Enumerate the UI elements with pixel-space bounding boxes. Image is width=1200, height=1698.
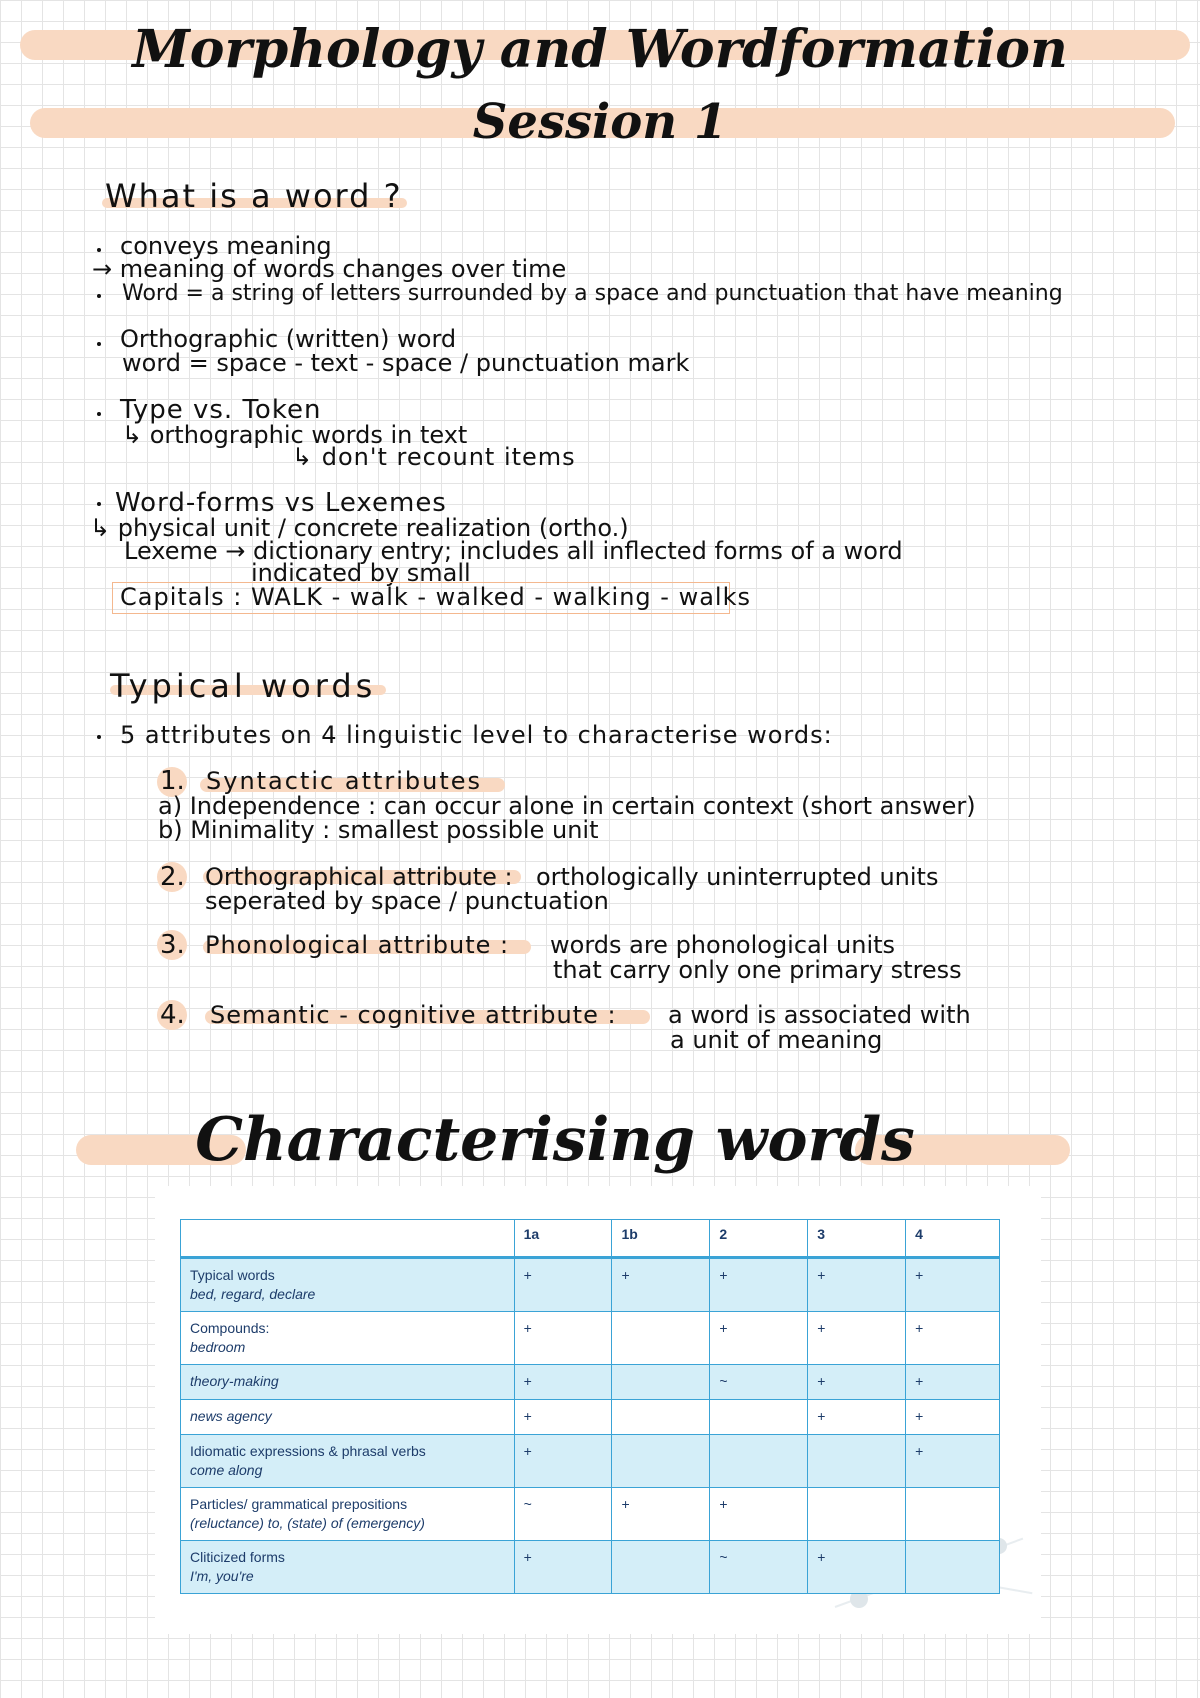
table-row — [181, 1435, 1000, 1488]
table-cell: + — [808, 1541, 906, 1594]
table-cell: + — [612, 1488, 710, 1541]
characterising-table — [180, 1219, 1000, 1594]
table-cell: ~ — [514, 1488, 612, 1541]
item-4-number: 4. — [160, 1000, 185, 1030]
row-name: theory-making — [190, 1373, 279, 1389]
row-label — [181, 1258, 515, 1312]
row-example: bed, regard, declare — [190, 1286, 316, 1302]
item-2-text: orthologically uninterrupted units — [536, 863, 939, 891]
line-lexeme-2: indicated by small — [251, 559, 471, 587]
row-label — [181, 1400, 515, 1435]
table-header-cell: 3 — [808, 1220, 906, 1258]
table-cell: + — [808, 1365, 906, 1400]
table-header-cell: 2 — [710, 1220, 808, 1258]
table-cell — [612, 1312, 710, 1365]
table-cell: ~ — [710, 1365, 808, 1400]
item-1-label: Syntactic attributes — [206, 767, 483, 795]
line-wordforms: Word-forms vs Lexemes — [115, 488, 447, 518]
table-cell — [612, 1435, 710, 1488]
table-cell: + — [808, 1312, 906, 1365]
table-cell: + — [514, 1258, 612, 1312]
table-cell — [612, 1541, 710, 1594]
item-3-text-2: that carry only one primary stress — [553, 956, 962, 984]
line-meaning-change: → meaning of words changes over time — [92, 255, 567, 283]
page-title: Morphology and Wordformation — [132, 19, 1068, 80]
section-heading-characterising: Characterising words — [195, 1105, 915, 1175]
table-cell — [906, 1541, 1000, 1594]
table-cell: + — [514, 1312, 612, 1365]
item-4-text-2: a unit of meaning — [670, 1026, 883, 1054]
bullet — [97, 412, 101, 416]
table-cell: + — [514, 1435, 612, 1488]
row-name: Compounds: — [190, 1320, 270, 1336]
row-name: Particles/ grammatical prepositions — [190, 1496, 408, 1512]
row-label — [181, 1435, 515, 1488]
table-cell: + — [710, 1258, 808, 1312]
row-example: I'm, you're — [190, 1568, 254, 1584]
item-3-label: Phonological attribute : — [205, 931, 510, 959]
table-cell: + — [808, 1258, 906, 1312]
row-example: come along — [190, 1462, 263, 1478]
table-cell — [612, 1365, 710, 1400]
heading-what-is-a-word: What is a word ? — [105, 177, 403, 215]
line-conveys: conveys meaning — [120, 232, 332, 260]
item-1-number: 1. — [160, 766, 185, 796]
table-cell — [710, 1435, 808, 1488]
table-cell: + — [514, 1541, 612, 1594]
row-example: (reluctance) to, (state) of (emergency) — [190, 1515, 425, 1531]
item-4-label: Semantic - cognitive attribute : — [210, 1001, 617, 1029]
table-cell: + — [710, 1312, 808, 1365]
line-wordforms-sub: ↳ physical unit / concrete realization (ortho.) — [90, 514, 629, 542]
item-4-text: a word is associated with — [668, 1001, 971, 1029]
item-3-text: words are phonological units — [550, 931, 896, 959]
item-2-text-2: seperated by space / punctuation — [205, 887, 609, 915]
row-label — [181, 1541, 515, 1594]
bullet — [97, 294, 101, 298]
line-type-sub2: ↳ don't recount items — [292, 443, 576, 471]
table-cell — [906, 1488, 1000, 1541]
row-name: Typical words — [190, 1267, 275, 1283]
table-header-cell: 1a — [514, 1220, 612, 1258]
row-label — [181, 1365, 515, 1400]
row-label — [181, 1312, 515, 1365]
table-cell: + — [514, 1400, 612, 1435]
line-type-sub: ↳ orthographic words in text — [122, 421, 468, 449]
table-card — [155, 1186, 1041, 1634]
row-example: bedroom — [190, 1339, 246, 1355]
table-cell: + — [514, 1365, 612, 1400]
table-row — [181, 1258, 1000, 1312]
table-cell — [710, 1400, 808, 1435]
table-row — [181, 1488, 1000, 1541]
table-cell: + — [906, 1365, 1000, 1400]
table-row — [181, 1365, 1000, 1400]
table-cell: + — [710, 1488, 808, 1541]
table-header-cell: 1b — [612, 1220, 710, 1258]
bullet — [97, 342, 101, 346]
page-subtitle: Session 1 — [472, 94, 728, 150]
line-word-def: Word = a string of letters surrounded by a space and punctuation that have meaning — [122, 281, 1063, 306]
line-attributes-intro: 5 attributes on 4 linguistic level to characterise words: — [120, 721, 833, 749]
table-row — [181, 1541, 1000, 1594]
table-row — [181, 1400, 1000, 1435]
table-header-cell — [181, 1220, 515, 1258]
row-name: Idiomatic expressions & phrasal verbs — [190, 1443, 426, 1459]
table-cell: + — [906, 1435, 1000, 1488]
line-ortho-def: word = space - text - space / punctuation mark — [122, 349, 690, 377]
table-header-cell: 4 — [906, 1220, 1000, 1258]
table-cell: + — [906, 1400, 1000, 1435]
line-lexeme: Lexeme → dictionary entry; includes all inflected forms of a word — [124, 537, 903, 565]
table-cell: + — [808, 1400, 906, 1435]
table-cell — [808, 1488, 906, 1541]
line-ortho: Orthographic (written) word — [120, 325, 457, 353]
item-1a: a) Independence : can occur alone in certain context (short answer) — [158, 792, 976, 820]
item-1b: b) Minimality : smallest possible unit — [158, 816, 599, 844]
table-cell: + — [612, 1258, 710, 1312]
item-3-number: 3. — [160, 930, 185, 960]
item-2-number: 2. — [160, 862, 185, 892]
table-header-row — [181, 1220, 1000, 1258]
table-cell — [612, 1400, 710, 1435]
table-cell: ~ — [710, 1541, 808, 1594]
bullet — [97, 735, 101, 739]
row-name: Cliticized forms — [190, 1549, 285, 1565]
table-cell — [808, 1435, 906, 1488]
row-name: news agency — [190, 1408, 272, 1424]
table-cell: + — [906, 1258, 1000, 1312]
row-label — [181, 1488, 515, 1541]
bullet — [97, 502, 101, 506]
table-cell: + — [906, 1312, 1000, 1365]
heading-typical-words: Typical words — [110, 667, 377, 705]
bullet — [97, 248, 101, 252]
line-capitals: Capitals : WALK - walk - walked - walking - walks — [120, 583, 751, 611]
item-2-label: Orthographical attribute : — [205, 863, 513, 891]
table-row — [181, 1312, 1000, 1365]
line-type-token: Type vs. Token — [120, 395, 322, 425]
